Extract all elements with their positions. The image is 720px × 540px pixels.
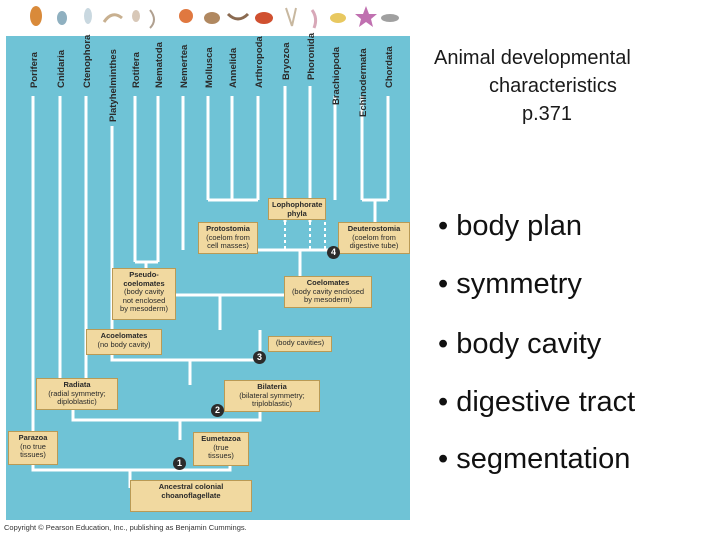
node-title: Eumetazoa bbox=[201, 434, 241, 443]
copyright-notice: Copyright © Pearson Education, Inc., publishing as Benjamin Cummings. bbox=[4, 523, 247, 532]
title-line-3: p.371 bbox=[522, 103, 573, 125]
node-body-cavities bbox=[268, 336, 332, 352]
marker-2: 2 bbox=[211, 404, 224, 417]
slide-title bbox=[428, 44, 708, 128]
node-subtitle: (body cavities) bbox=[275, 338, 325, 347]
animal-illustrations bbox=[30, 6, 399, 28]
bullet-body-cavity: • body cavity bbox=[438, 328, 602, 360]
node-lophophorate bbox=[268, 198, 326, 220]
node-title: Protostomia bbox=[206, 224, 250, 233]
bullet-symmetry: • symmetry bbox=[438, 268, 582, 300]
marker-3: 3 bbox=[253, 351, 266, 364]
earthworm-illustration bbox=[228, 14, 248, 19]
phylum-label: Nemertea bbox=[179, 44, 190, 88]
node-title: Deuterostomia bbox=[347, 224, 401, 233]
marker-4: 4 bbox=[327, 246, 340, 259]
node-radiata bbox=[36, 378, 118, 410]
phylum-label: Bryozoa bbox=[281, 42, 292, 80]
phylum-label: Rotifera bbox=[131, 52, 142, 88]
title-line-2: characteristics bbox=[489, 75, 617, 97]
crab-illustration bbox=[255, 12, 273, 24]
phylum-label: Phoronida bbox=[306, 33, 317, 80]
bullet-segmentation: • segmentation bbox=[438, 443, 631, 475]
phylum-label: Chordata bbox=[384, 46, 395, 88]
nematode-illustration bbox=[150, 10, 154, 28]
node-title: Radiata bbox=[63, 380, 91, 389]
jellyfish-illustration bbox=[57, 11, 67, 25]
phylum-label: Brachiopoda bbox=[331, 46, 342, 105]
node-deuterostomia bbox=[338, 222, 410, 254]
bryozoan-illustration bbox=[286, 8, 296, 26]
node-parazoa bbox=[8, 431, 58, 465]
node-subtitle: (no true tissues) bbox=[20, 441, 46, 459]
bullet-digestive-tract: • digestive tract bbox=[438, 386, 636, 418]
node-subtitle: (body cavity not enclosed by mesoderm) bbox=[120, 287, 168, 313]
node-title: Coelomates bbox=[306, 278, 350, 287]
node-eumetazoa bbox=[193, 432, 249, 466]
flatworm-illustration bbox=[104, 15, 122, 22]
node-subtitle: (bilateral symmetry; triploblastic) bbox=[239, 390, 305, 408]
marker-1: 1 bbox=[173, 457, 186, 470]
brachiopod-illustration bbox=[330, 13, 346, 23]
node-bilateria bbox=[224, 380, 320, 412]
phylum-label: Echinodermata bbox=[358, 48, 369, 117]
title-line-1: Animal developmental bbox=[434, 47, 631, 69]
phylum-label: Porifera bbox=[29, 52, 40, 88]
node-subtitle: (coelom from cell masses) bbox=[206, 232, 250, 250]
node-title: Pseudo- coelomates bbox=[123, 270, 165, 288]
node-title: Ancestral colonial choanoflagellate bbox=[158, 482, 224, 500]
rotifer-illustration bbox=[132, 10, 140, 22]
sponge-illustration bbox=[30, 6, 42, 26]
phoronid-illustration bbox=[312, 10, 316, 28]
node-title: Bilateria bbox=[257, 382, 287, 391]
phylum-label: Platyhelminthes bbox=[108, 49, 119, 122]
phylum-label: Ctenophora bbox=[82, 34, 93, 88]
comb-jelly-illustration bbox=[84, 8, 92, 24]
snail-illustration bbox=[204, 12, 220, 24]
bullet-body-plan: • body plan bbox=[438, 210, 582, 242]
nemertean-illustration bbox=[179, 9, 193, 23]
node-subtitle: (true tissues) bbox=[208, 442, 234, 460]
node-pseudocoelomates bbox=[112, 268, 176, 320]
phylum-label: Mollusca bbox=[204, 47, 215, 88]
fish-illustration bbox=[381, 14, 399, 22]
node-acoelomates bbox=[86, 329, 162, 355]
node-ancestor bbox=[130, 480, 252, 512]
phylum-label: Nematoda bbox=[154, 42, 165, 88]
node-subtitle: (radial symmetry; diploblastic) bbox=[48, 388, 106, 406]
node-subtitle: (coelom from digestive tube) bbox=[349, 232, 399, 250]
node-title: Lophophorate phyla bbox=[272, 200, 323, 218]
dashed-branches bbox=[285, 222, 325, 250]
node-subtitle: (body cavity enclosed by mesoderm) bbox=[291, 286, 365, 304]
node-coelomates bbox=[284, 276, 372, 308]
phylum-labels bbox=[29, 32, 395, 122]
phylum-label: Arthropoda bbox=[254, 36, 265, 88]
sea-star-illustration bbox=[355, 6, 377, 27]
phylum-label: Annelida bbox=[228, 47, 239, 88]
phylum-label: Cnidaria bbox=[56, 49, 67, 88]
node-subtitle: (no body cavity) bbox=[97, 339, 151, 349]
node-title: Acoelomates bbox=[100, 331, 148, 340]
node-protostomia bbox=[198, 222, 258, 254]
node-title: Parazoa bbox=[18, 433, 48, 442]
